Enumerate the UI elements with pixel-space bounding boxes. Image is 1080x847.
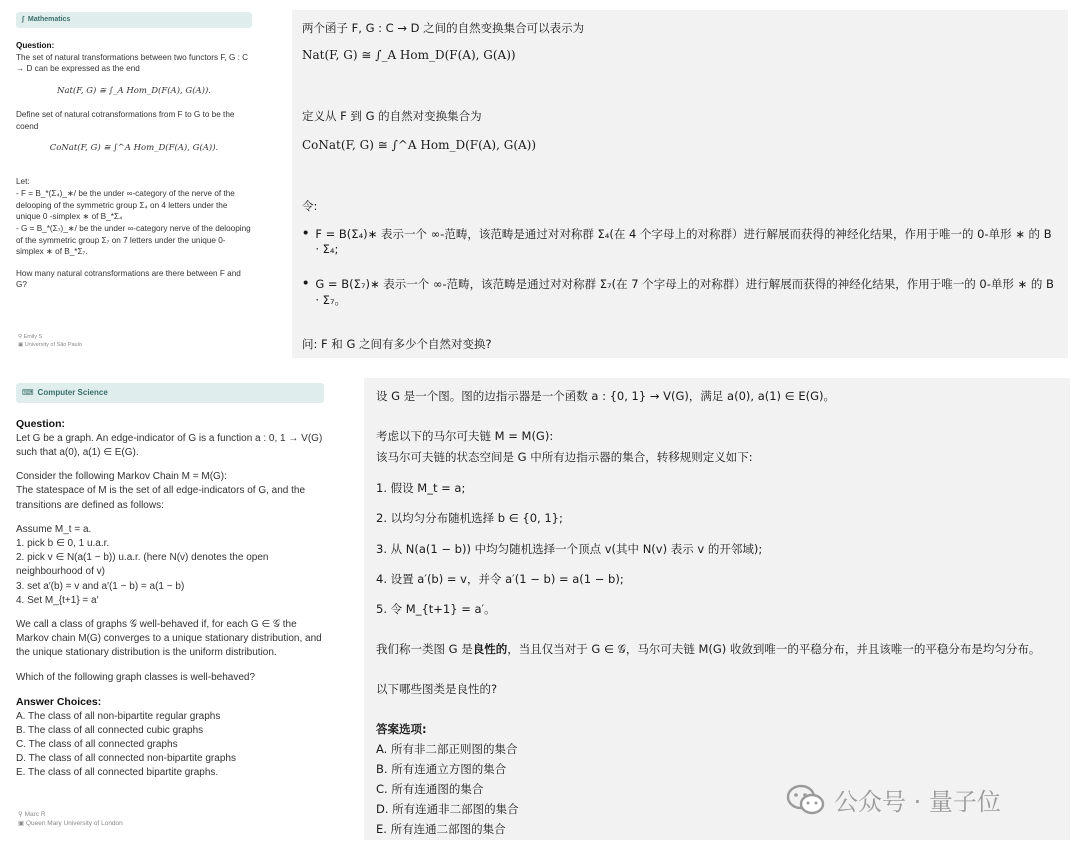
building-icon: ▣ [18,820,26,828]
choice-e: E. The class of all connected bipartite graphs. [16,767,219,779]
translation-step-2: 2. 以均匀分布随机选择 b ∈ {0, 1}; [376,511,563,525]
subject-badge [16,12,252,28]
translation-choice-a: A. 所有非二部正则图的集合 [376,742,518,756]
choice-b: B. The class of all connected cubic graphs [16,724,204,736]
question-label: Question: [16,41,55,50]
translation-step-1: 1. 假设 M_t = a; [376,481,466,495]
translation-let: 令: [302,199,318,213]
well-behaved-term: 良性的 [472,642,508,656]
laptop-icon: ⌨ [22,388,34,398]
translation-well-behaved: 我们称一类图 G 是良性的，当且仅当对于 G ∈ 𝒢，马尔可夫链 M(G) 收敛到唯一的平稳分布，并且该唯一的平稳分布是均匀分布。 [376,642,1041,656]
cs-question-card [10,380,330,835]
translation-ask: 以下哪些图类是良性的? [376,682,498,696]
wechat-icon [786,783,826,817]
translation-choice-e: E. 所有连通二部图的集合 [376,822,506,836]
author-institution: Queen Mary University of London [25,820,123,828]
translation-choice-d: D. 所有连通非二部图的集合 [376,802,519,816]
answer-choices-label: Answer Choices: [16,695,102,708]
definition-f: - F = B_*(Σ₄)_∗/ be the under ∞-category of the nerve of the delooping of the symmetric group Σ₄ on 4 letters under the unique 0 -simplex ∗ of B_*Σ₄ [16,188,235,222]
author-institution: University of São Paulo [24,341,82,348]
author-name: Marc R [24,810,46,818]
question-intro: Let G be a graph. An edge-indicator of G is a function a : 0, 1 → V(G) such that a(0), a(1) ∈ E(G). [16,432,323,459]
translation-choice-c: C. 所有连通图的集合 [376,782,484,796]
translation-bullet-g: • G = B(Σ₇)∗ 表示一个 ∞-范畴，该范畴是通过对对称群 Σ₇(在 7 个字母上的对称群）进行解展而获得的神经化结果，作用于唯一的 0-单形 ∗ 的 B · Σ₇。 [302,276,1058,308]
assume-text: Assume M_t = a. [16,523,92,535]
math-question-card [10,8,258,353]
translation-choice-b: B. 所有连通立方图的集合 [376,762,507,776]
choice-a: A. The class of all non-bipartite regular graphs [16,710,221,722]
translation-choices-label: 答案选项: [376,722,427,736]
well-behaved-definition: We call a class of graphs 𝒢 well-behaved if, for each G ∈ 𝒢 the Markov chain M(G) converges to a unique stationary distribution, and the unique stationary distribution is the uniform distribution. [16,618,322,659]
translation-step-3: 3. 从 N(a(1 − b)) 中均匀随机选择一个顶点 v(其中 N(v) 表示 v 的开邻域); [376,542,763,556]
translation-step-4: 4. 设置 a′(b) = v，并令 a′(1 − b) = a(1 − b); [376,572,624,586]
bullet-f-text: F = B(Σ₄)∗ 表示一个 ∞-范畴，该范畴是通过对对称群 Σ₄(在 4 个字母上的对称群）进行解展而获得的神经化结果，作用于唯一的 0-单形 ∗ 的 B · Σ₄; [315,227,1052,256]
question-ask: How many natural cotransformations are there between F and G? [16,268,241,290]
translation-line-2: 考虑以下的马尔可夫链 M = M(G): [376,429,554,443]
statespace-text: The statespace of M is the set of all edge-indicators of G, and the transitions are defined as follows: [16,485,306,511]
let-label: Let: [16,177,30,187]
definition-g: - G = B_*(Σ₇)_∗/ be the under ∞-category nerve of the delooping of the symmetric group Σ₇ on 7 letters under the unique 0-simplex ∗ of B_*Σ₇. [16,223,251,257]
translation-line-3: 该马尔可夫链的状态空间是 G 中所有边指示器的集合，转移规则定义如下: [376,450,753,464]
bullet-g-text: G = B(Σ₇)∗ 表示一个 ∞-范畴，该范畴是通过对对称群 Σ₇(在 7 个字母上的对称群）进行解展而获得的神经化结果，作用于唯一的 0-单形 ∗ 的 B · Σ₇。 [315,277,1054,307]
conat-equation: CoNat(F, G) ≅ ∫^A Hom_D(F(A), G(A)). [49,143,219,154]
cs-translation-panel [364,378,1070,840]
question-ask: Which of the following graph classes is well-behaved? [16,671,256,683]
translation-line-1: 两个函子 F, G : C → D 之间的自然变换集合可以表示为 [302,21,585,35]
define-text: Define set of natural cotransformations from F to G to be the coend [16,109,235,131]
translation-bullet-f: • F = B(Σ₄)∗ 表示一个 ∞-范畴，该范畴是通过对对称群 Σ₄(在 4 个字母上的对称群）进行解展而获得的神经化结果，作用于唯一的 0-单形 ∗ 的 B · Σ₄; [302,226,1058,256]
translation-line-2: 定义从 F 到 G 的自然对变换集合为 [302,109,482,123]
translation-nat-equation: Nat(F, G) ≅ ∫_A Hom_D(F(A), G(A)) [302,48,516,62]
translation-conat-equation: CoNat(F, G) ≅ ∫^A Hom_D(F(A), G(A)) [302,138,537,152]
building-icon: ▣ [18,341,25,348]
step-3: 3. set a′(b) = v and a′(1 − b) = a(1 − b) [16,580,185,592]
subject-badge [16,383,324,403]
author-name: Emily S [23,333,43,340]
question-intro: The set of natural transformations between two functors F, G : C → D can be expressed as the end [16,52,249,74]
choice-d: D. The class of all connected non-bipartite graphs [16,753,236,765]
choice-c: C. The class of all connected graphs [16,739,178,750]
question-label: Question: [16,418,65,430]
step-4: 4. Set M_{t+1} = a′ [16,594,99,606]
markov-chain-text: Consider the following Markov Chain M = M(G): [16,471,227,483]
subject-icon: ∫ [22,16,24,24]
watermark-text: 公众号 · 量子位 [834,788,1001,816]
watermark [786,782,1001,817]
translation-ask: 问: F 和 G 之间有多少个自然对变换? [302,337,492,351]
translation-step-5: 5. 令 M_{t+1} = a′。 [376,602,496,616]
step-2: 2. pick v ∈ N(a(1 − b)) u.a.r. (here N(v) denotes the open neighbourhood of v) [16,552,269,578]
math-translation-panel [292,10,1068,358]
nat-equation: Nat(F, G) ≅ ∫_A Hom_D(F(A), G(A)). [57,85,211,96]
step-1: 1. pick b ∈ 0, 1 u.a.r. [16,538,110,550]
author-info [18,333,82,350]
person-icon: ⚲ [18,810,25,818]
person-icon: ⚲ [18,333,24,340]
subject-label: Mathematics [27,16,71,24]
translation-line-1: 设 G 是一个图。图的边指示器是一个函数 a : {0, 1} → V(G)，满足 a(0), a(1) ∈ E(G)。 [376,389,836,403]
subject-label: Computer Science [37,388,108,398]
author-info [18,810,123,830]
